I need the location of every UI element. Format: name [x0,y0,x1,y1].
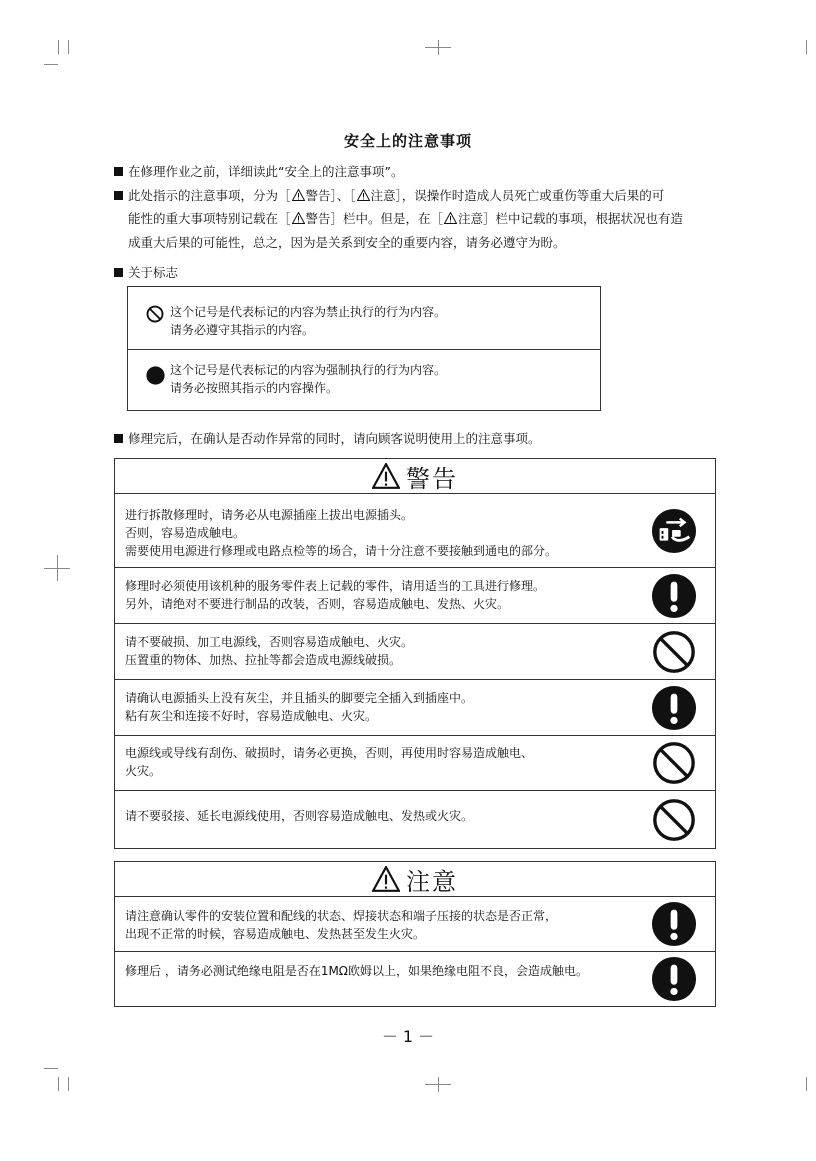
warning-row: 电源线或导线有刮伤、破损时，请务必更换，否则，再使用时容易造成触电、 火灾。 [115,736,715,791]
prohibition-icon [146,305,164,323]
bullet-square-icon [114,191,123,200]
warning-section [114,458,716,849]
crop-mark [68,40,69,54]
warning-row: 请确认电源插头上没有灰尘，并且插头的脚要完全插入到插座中。 粘有灰尘和连接不好时，容易造成触电、火灾。 [115,680,715,736]
prohibition-icon [651,740,697,786]
warning-row: 请不要驳接、延长电源线使用，否则容易造成触电、发热或火灾。 [115,791,715,848]
crop-mark [806,1077,807,1091]
prohibition-icon [651,629,697,675]
crop-mark [58,1077,59,1091]
intro-line-4: 成重大后果的可能性，总之，因为是关系到安全的重要内容，请务必遵守为盼。 [128,234,566,250]
warning-heading: 警告 [406,464,458,493]
crop-mark [44,1068,58,1069]
mandatory-icon [651,901,697,947]
unplug-icon [651,508,697,554]
crop-mark [58,40,59,54]
mandatory-icon [651,956,697,1002]
warning-triangle-icon [292,212,305,224]
bullet-square-icon [114,167,123,176]
warning-triangle-icon [372,463,400,489]
warning-triangle-icon [292,189,305,201]
intro-line-1: 在修理作业之前，详细读此“安全上的注意事项”。 [114,160,726,184]
intro-paragraph [114,160,726,254]
warning-header [115,459,715,494]
crop-mark [806,40,807,54]
warning-row: 修理时必须使用该机种的服务零件表上记载的零件，请用适当的工具进行修理。 另外，请绝对不要进行制品的改装，否则，容易造成触电、发热、火灾。 [115,568,715,624]
crop-mark [438,1077,439,1092]
legend-row-mandatory: 这个记号是代表标记的内容为强制执行的行为内容。 请务必按照其指示的内容操作。 [128,350,600,410]
warning-row: 请不要破损、加工电源线，否则容易造成触电、火灾。 压置重的物体、加热、拉扯等都会造成电源线破损。 [115,624,715,680]
caution-heading: 注意 [406,867,458,896]
mandatory-icon [651,685,697,731]
crop-mark [44,64,58,65]
caution-header [115,862,715,897]
page-number: － 1 － [381,1027,435,1046]
mandatory-icon [651,573,697,619]
prohibition-icon [651,797,697,843]
marks-legend-box [127,286,601,411]
warning-row: 进行拆散修理时，请务必从电源插座上拔出电源插头。 否则，容易造成触电。 需要使用电源进行修理或电路点检等的场合，请十分注意不要接触到通电的部分。 [115,494,715,568]
intro-line-3: 能性的重大事项特别记载在［ 警告］栏中。但是，在［ 注意］栏中记载的事项，根据状况也有造 [128,211,684,226]
after-repair-note: 修理完后，在确认是否动作异常的同时，请向顾客说明使用上的注意事项。 [114,427,726,451]
caution-row: 修理后 ，请务必测试绝缘电阻是否在1MΩ欧姆以上，如果绝缘电阻不良，会造成触电。 [115,952,715,1006]
crop-mark [68,1077,69,1091]
intro-line-2: 此处指示的注意事项，分为［ 警告］、［ 注意］，误操作时造成人员死亡或重伤等重大后果的可 [114,184,726,208]
mandatory-icon [146,366,165,385]
warning-triangle-icon [444,212,457,224]
warning-triangle-icon [357,189,370,201]
page-title: 安全上的注意事项 [343,132,472,150]
caution-row: 请注意确认零件的安装位置和配线的状态、焊接状态和端子压接的状态是否正常， 出现不正常的时候，容易造成触电、发热甚至发生火灾。 [115,897,715,952]
bullet-square-icon [114,268,123,277]
caution-section [114,861,716,1007]
warning-triangle-icon [372,866,400,892]
marks-heading: 关于标志 [114,261,726,285]
bullet-square-icon [114,434,123,443]
crop-mark [438,40,439,55]
crop-mark [57,555,58,581]
legend-row-prohibition: 这个记号是代表标记的内容为禁止执行的行为内容。 请务必遵守其指示的内容。 [128,287,600,350]
